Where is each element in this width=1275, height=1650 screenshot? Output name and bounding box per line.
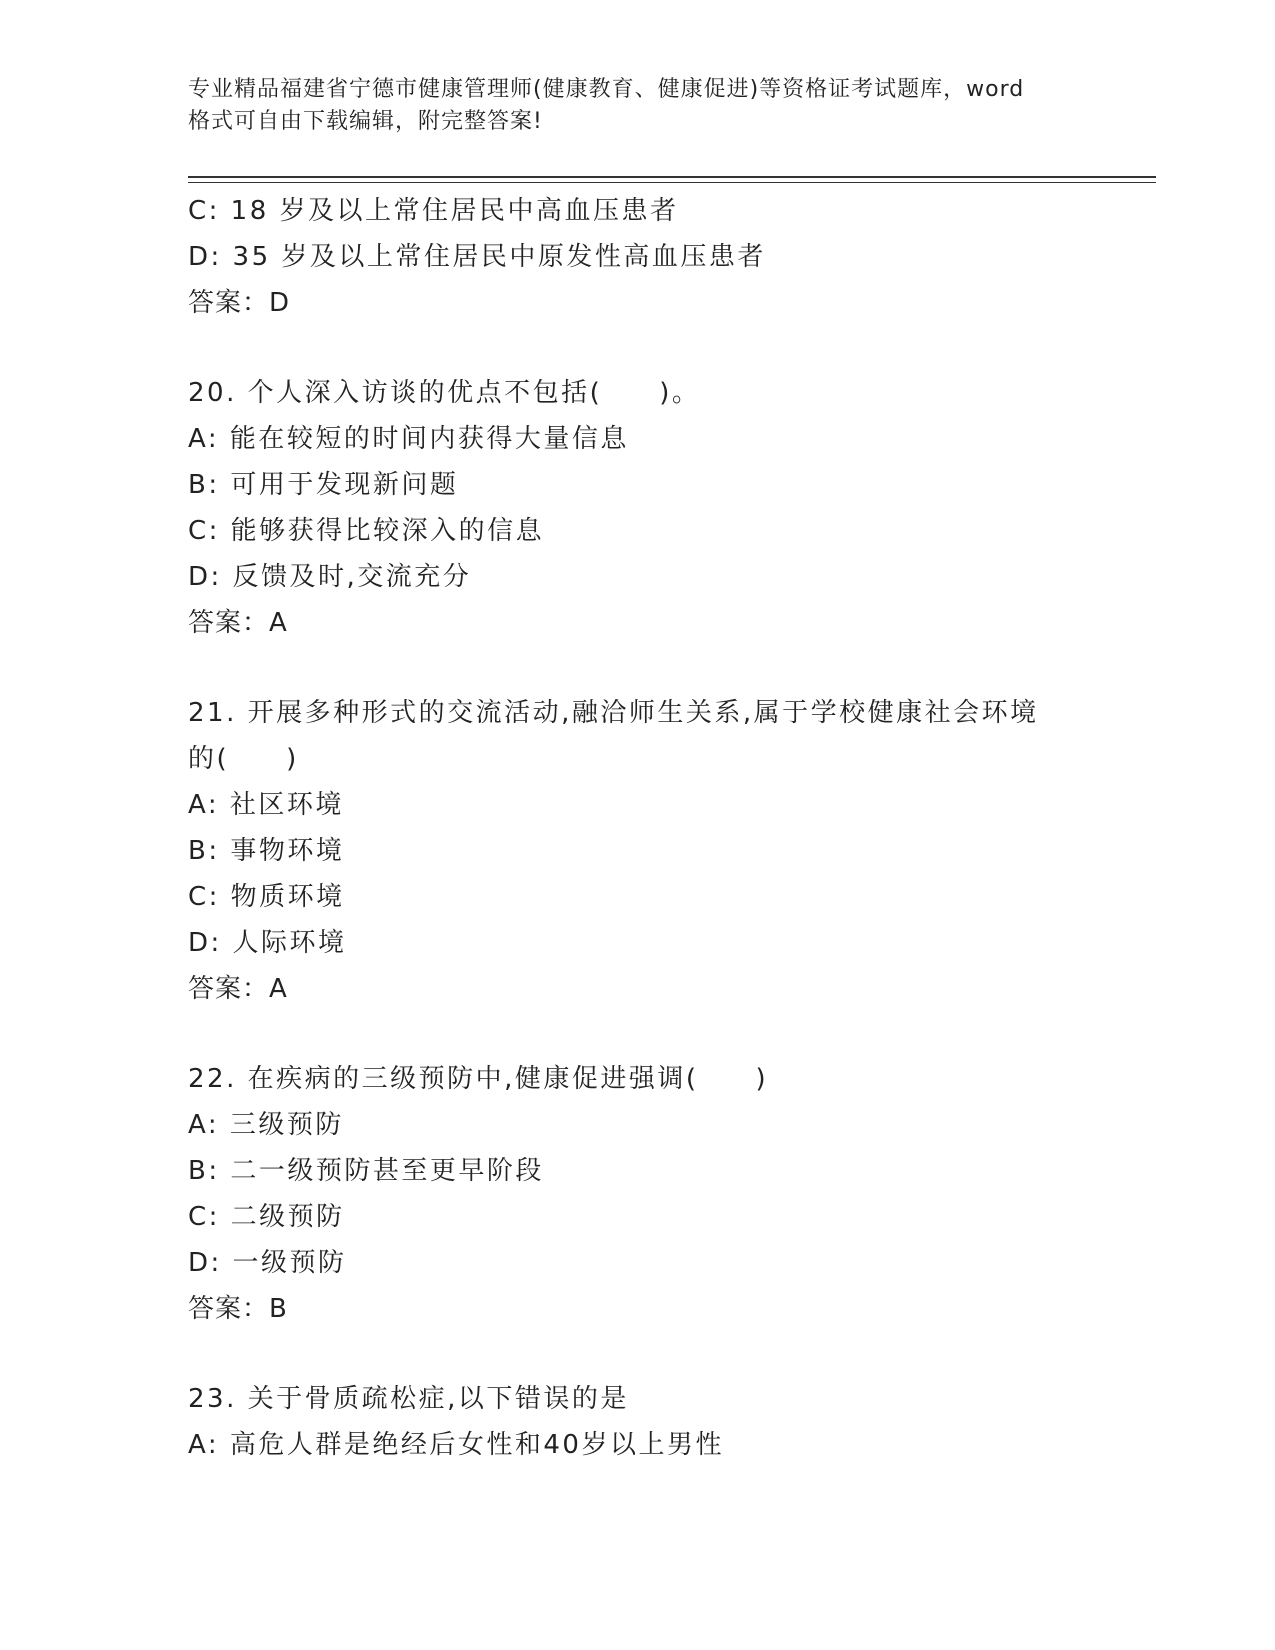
option-d: D: 35 岁及以上常住居民中原发性高血压患者 bbox=[188, 242, 766, 272]
header-divider-thick bbox=[188, 176, 1156, 178]
question-21 bbox=[188, 690, 1088, 1012]
question-text-line-1: 21. 开展多种形式的交流活动,融洽师生关系,属于学校健康社会环境 bbox=[188, 698, 1039, 728]
option-d: D: 一级预防 bbox=[188, 1248, 347, 1278]
option-d: D: 反馈及时,交流充分 bbox=[188, 562, 472, 592]
question-19-tail bbox=[188, 188, 1088, 326]
question-text-line-2: 的( ) bbox=[188, 744, 299, 774]
question-20 bbox=[188, 370, 1088, 646]
header-line-2: 格式可自由下载编辑，附完整答案! bbox=[188, 109, 543, 134]
question-text: 23. 关于骨质疏松症,以下错误的是 bbox=[188, 1384, 629, 1414]
question-list bbox=[188, 188, 1088, 1468]
option-a: A: 能在较短的时间内获得大量信息 bbox=[188, 424, 629, 454]
option-a: A: 社区环境 bbox=[188, 790, 344, 820]
option-b: B: 可用于发现新问题 bbox=[188, 470, 459, 500]
option-c: C: 18 岁及以上常住居民中高血压患者 bbox=[188, 196, 679, 226]
question-text: 20. 个人深入访谈的优点不包括( )。 bbox=[188, 378, 701, 408]
option-b: B: 事物环境 bbox=[188, 836, 345, 866]
option-b: B: 二一级预防甚至更早阶段 bbox=[188, 1156, 544, 1186]
question-22 bbox=[188, 1056, 1088, 1332]
option-a: A: 高危人群是绝经后女性和40岁以上男性 bbox=[188, 1430, 724, 1460]
answer: 答案：B bbox=[188, 1294, 288, 1324]
question-text: 22. 在疾病的三级预防中,健康促进强调( ) bbox=[188, 1064, 769, 1094]
document-header bbox=[188, 74, 1088, 138]
option-d: D: 人际环境 bbox=[188, 928, 347, 958]
answer: 答案：A bbox=[188, 974, 288, 1004]
option-a: A: 三级预防 bbox=[188, 1110, 344, 1140]
answer: 答案：A bbox=[188, 608, 288, 638]
answer: 答案：D bbox=[188, 288, 291, 318]
option-c: C: 能够获得比较深入的信息 bbox=[188, 516, 545, 546]
header-line-1: 专业精品福建省宁德市健康管理师(健康教育、健康促进)等资格证考试题库，word bbox=[188, 77, 1025, 102]
header-divider-thin bbox=[188, 182, 1156, 183]
option-c: C: 二级预防 bbox=[188, 1202, 345, 1232]
question-23 bbox=[188, 1376, 1088, 1468]
option-c: C: 物质环境 bbox=[188, 882, 345, 912]
